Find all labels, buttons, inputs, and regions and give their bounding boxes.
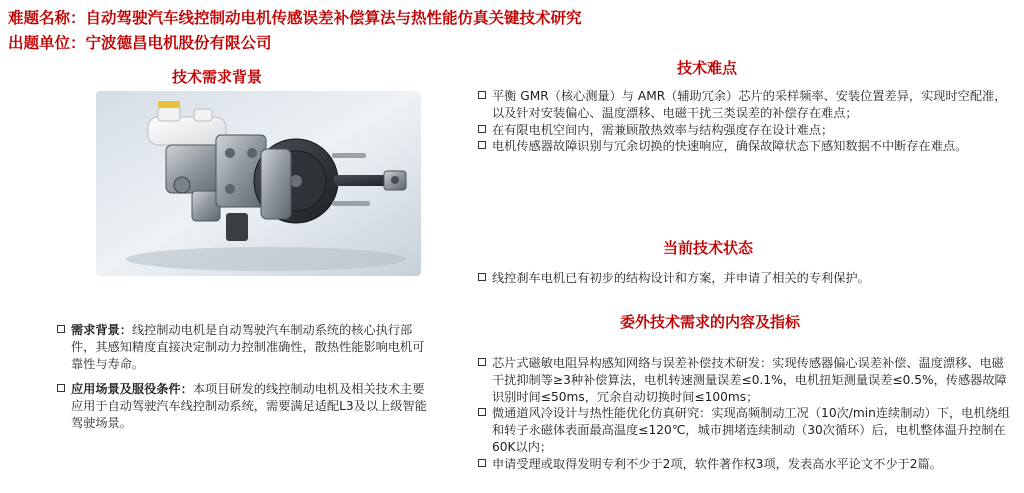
requirements-section-title: 委外技术需求的内容及指标 xyxy=(620,313,801,331)
page-title: 自动驾驶汽车线控制动电机传感误差补偿算法与热性能仿真关键技术研究 xyxy=(85,9,582,27)
difficulty-list xyxy=(478,88,1013,155)
title-line xyxy=(8,6,582,28)
unit-line xyxy=(8,31,272,53)
unit-label: 出题单位： xyxy=(8,34,86,52)
square-bullet-icon xyxy=(57,325,65,333)
unit-name: 宁波德昌电机股份有限公司 xyxy=(85,34,272,52)
item-text: 平衡 GMR（核心测量）与 AMR（辅助冗余）芯片的采样频率、安装位置差异，实现时空配准，以及针对安装偏心、温度漂移、电磁干扰三类误差的补偿存在难点； xyxy=(492,89,1007,120)
list-item xyxy=(478,456,1013,473)
square-bullet-icon xyxy=(478,91,486,99)
background-list xyxy=(57,322,427,432)
item-label: 需求背景： xyxy=(71,323,132,337)
item-text: 申请受理或取得发明专利不少于2项，软件著作权3项，发表高水平论文不少于2篇。 xyxy=(492,456,942,471)
list-item xyxy=(57,381,427,431)
square-bullet-icon xyxy=(478,125,486,133)
item-label: 应用场景及服役条件： xyxy=(71,382,193,397)
item-text: 微通道风冷设计与热性能优化仿真研究：实现高频制动工况（10次/min连续制动）下，电机绕组和转子永磁体表面最高温度≤120℃，城市拥堵连续制动（30次循环）后，电机整体温升控制在60K以内； xyxy=(492,406,1010,454)
list-item xyxy=(478,138,1013,155)
title-label: 难题名称： xyxy=(8,9,86,27)
square-bullet-icon xyxy=(478,273,486,281)
difficulty-section-title: 技术难点 xyxy=(677,59,738,77)
item-text: 电机传感器故障识别与冗余切换的快速响应，确保故障状态下感知数据不中断存在难点。 xyxy=(492,139,968,154)
status-section-title: 当前技术状态 xyxy=(663,239,754,257)
item-text: 线控制动电机是自动驾驶汽车制动系统的核心执行部件，其感知精度直接决定制动力控制准确性，散热性能影响电机可靠性与寿命。 xyxy=(71,323,425,371)
square-bullet-icon xyxy=(57,384,65,392)
item-text: 芯片式磁敏电阻异构感知网络与误差补偿技术研发：实现传感器偏心误差补偿、温度漂移、电磁干扰抑制等≥3种补偿算法，电机转速测量误差≤0.1%，电机扭矩测量误差≤0.5%，传感器故障识别时间≤50ms，冗余自动切换时间≤100ms； xyxy=(492,356,1007,404)
square-bullet-icon xyxy=(478,358,486,366)
list-item xyxy=(478,270,1013,287)
product-image xyxy=(96,91,421,276)
requirements-list xyxy=(478,355,1013,473)
background-section-title: 技术需求背景 xyxy=(172,68,263,86)
item-text: 本项目研发的线控制动电机及相关技术主要应用于自动驾驶汽车线控制动系统，需要满足适配L3及以上级智能驾驶场景。 xyxy=(71,382,427,430)
list-item xyxy=(478,405,1013,455)
list-item xyxy=(478,355,1013,405)
list-item xyxy=(478,122,1013,139)
list-item xyxy=(478,88,1013,122)
square-bullet-icon xyxy=(478,408,486,416)
list-item xyxy=(57,322,427,372)
square-bullet-icon xyxy=(478,141,486,149)
square-bullet-icon xyxy=(478,459,486,467)
brake-motor-illustration xyxy=(96,91,421,276)
item-text: 在有限电机空间内，需兼顾散热效率与结构强度存在设计难点； xyxy=(492,122,834,137)
item-text: 线控刹车电机已有初步的结构设计和方案，并申请了相关的专利保护。 xyxy=(492,271,870,285)
status-list xyxy=(478,270,1013,287)
